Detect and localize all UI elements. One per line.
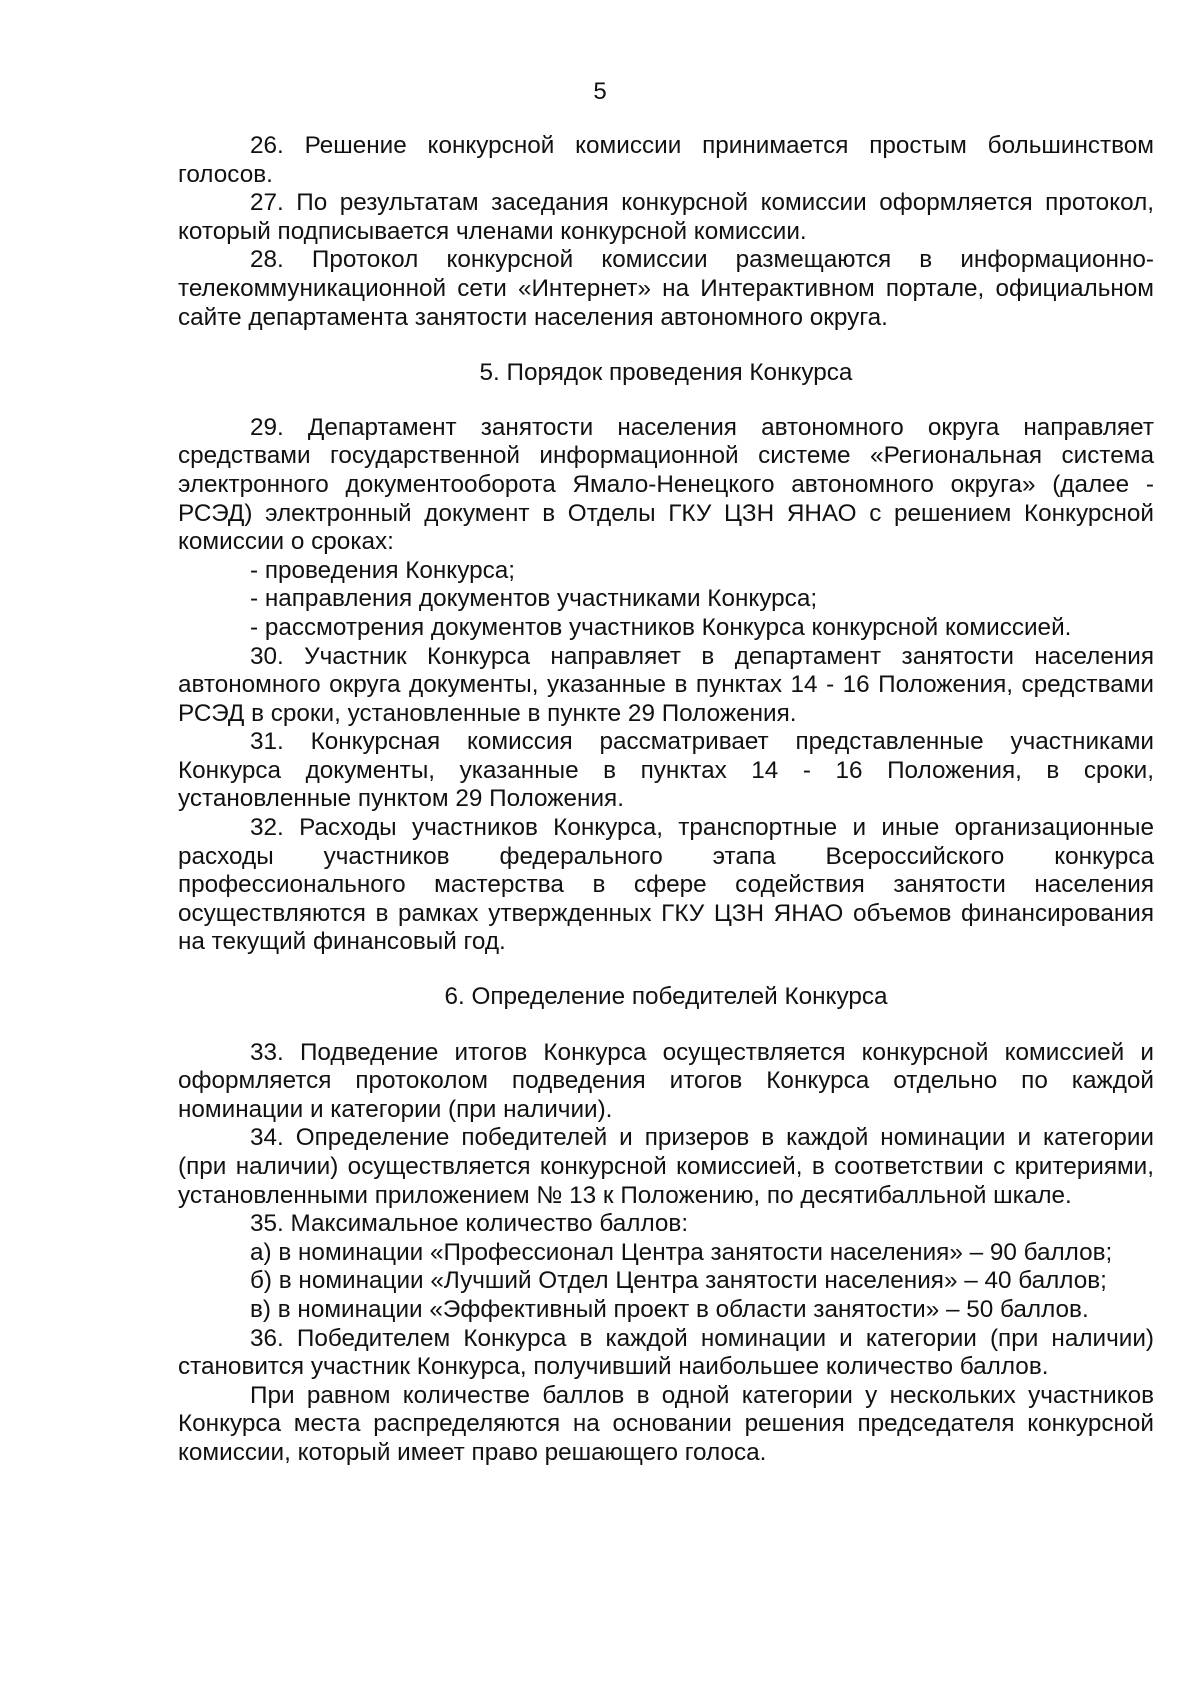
paragraph-33: 33. Подведение итогов Конкурса осуществляется конкурсной комиссией и оформляется протоколом подведения итогов Конкурса отдельно по каждой номинации и категории (при наличии). bbox=[178, 1038, 1154, 1123]
paragraph-tie-rule: При равном количестве баллов в одной категории у нескольких участников Конкурса места распределяются на основании решения председателя конкурсной комиссии, который имеет право решающего голоса. bbox=[178, 1381, 1154, 1466]
paragraph-28: 28. Протокол конкурсной комиссии размещаются в информационно-телекоммуникационной сети «Интернет» на Интерактивном портале, официальном сайте департамента занятости населения автономного округа. bbox=[178, 246, 1154, 331]
paragraph-35: 35. Максимальное количество баллов: bbox=[250, 1210, 689, 1238]
section-heading-5: 5. Порядок проведения Конкурса bbox=[479, 359, 853, 387]
paragraph-29: 29. Департамент занятости населения автономного округа направляет средствами государственной информационной системе «Региональная система электронного документооборота Ямало-Ненецкого автономного округа» (далее - РСЭД) электронный документ в Отделы ГКУ ЦЗН ЯНАО с решением Конкурсной комиссии о сроках: bbox=[178, 413, 1154, 556]
section-heading-6: 6. Определение победителей Конкурса bbox=[444, 983, 888, 1011]
paragraph-34: 34. Определение победителей и призеров в каждой номинации и категории (при наличии) осуществляется конкурсной комиссией, в соответствии с критериями, установленными приложением № 13 к Положению, по десятибалльной шкале. bbox=[178, 1124, 1154, 1209]
paragraph-26: 26. Решение конкурсной комиссии принимается простым большинством голосов. bbox=[178, 132, 1154, 188]
list-item-submission: - направления документов участниками Конкурса; bbox=[250, 585, 818, 613]
list-item-nomination-a: а) в номинации «Профессионал Центра занятости населения» – 90 баллов; bbox=[250, 1238, 1113, 1266]
list-item-review: - рассмотрения документов участников Конкурса конкурсной комиссией. bbox=[250, 613, 1072, 641]
paragraph-32: 32. Расходы участников Конкурса, транспортные и иные организационные расходы участников федерального этапа Всероссийского конкурса профессионального мастерства в сфере содействия занятости населения осуществляются в рамках утвержденных ГКУ ЦЗН ЯНАО объемов финансирования на текущий финансовый год. bbox=[178, 814, 1154, 956]
paragraph-36: 36. Победителем Конкурса в каждой номинации и категории (при наличии) становится участник Конкурса, получивший наибольшее количество баллов. bbox=[178, 1324, 1154, 1381]
paragraph-31: 31. Конкурсная комиссия рассматривает представленные участниками Конкурса документы, указанные в пунктах 14 - 16 Положения, в сроки, установленные пунктом 29 Положения. bbox=[178, 728, 1154, 813]
list-item-nomination-b: б) в номинации «Лучший Отдел Центра занятости населения» – 40 баллов; bbox=[250, 1267, 1107, 1295]
paragraph-30: 30. Участник Конкурса направляет в департамент занятости населения автономного округа документы, указанные в пунктах 14 - 16 Положения, средствами РСЭД в сроки, установленные в пункте 29 Положения. bbox=[178, 642, 1154, 727]
list-item-nomination-c: в) в номинации «Эффективный проект в области занятости» – 50 баллов. bbox=[250, 1295, 1089, 1323]
list-item-conduct: - проведения Конкурса; bbox=[250, 556, 516, 584]
paragraph-27: 27. По результатам заседания конкурсной комиссии оформляется протокол, который подписывается членами конкурсной комиссии. bbox=[178, 189, 1154, 245]
page-number: 5 bbox=[593, 78, 607, 105]
document-body bbox=[178, 132, 1154, 1468]
